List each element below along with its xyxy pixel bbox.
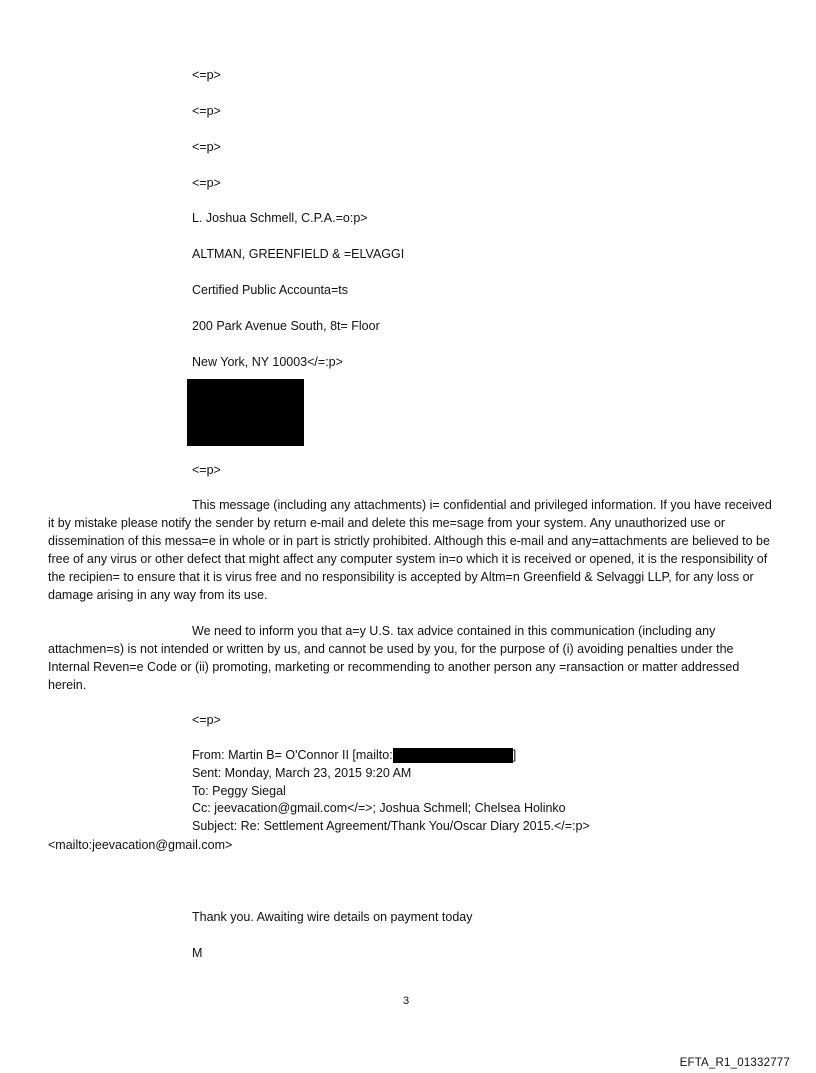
redaction-block: [393, 748, 513, 763]
disclaimer-paragraph-2: [48, 622, 772, 694]
marker-line: <=p>: [192, 68, 221, 82]
mailto-link[interactable]: <mailto:jeevacation@gmail.com>: [48, 838, 233, 852]
cc-line: Cc: jeevacation@gmail.com</=>; Joshua Schmell; Chelsea Holinko: [192, 801, 566, 816]
sent-line: Sent: Monday, March 23, 2015 9:20 AM: [192, 765, 412, 780]
subject-line: Subject: Re: Settlement Agreement/Thank You/Oscar Diary 2015.</=:p>: [192, 819, 590, 834]
marker-line: <=p>: [192, 104, 221, 118]
marker-line: <=p>: [192, 713, 221, 727]
tax-advice-text: We need to inform you that a=y U.S. tax advice contained in this communication (including any attachmen=s) is not intended or written by us, and cannot be used by you, for the purpose of (i) avoiding penalties under the Internal Reven=e Code or (ii) promoting, marketing or recommending to another person any =ransaction or matter addressed herein.: [48, 624, 740, 692]
from-suffix: ]: [512, 748, 517, 762]
bates-id: EFTA_R1_01332777: [679, 1057, 790, 1069]
email-header: [192, 747, 590, 836]
signature-title: Certified Public Accounta=ts: [192, 283, 348, 297]
body-signoff: M: [192, 946, 203, 960]
signature-name: L. Joshua Schmell, C.P.A.=o:p>: [192, 211, 368, 225]
marker-line: <=p>: [192, 140, 221, 154]
disclaimer-text: This message (including any attachments) i= confidential and privileged information. If you have received it by mistake please notify the sender by return e-mail and delete this me=sage from your system. Any unauthorized use or dissemination of this messa=e in whole or in part is strictly prohibited. Although this e-mail and any=attachments are believed to be free of any virus or other defect that might affect any computer system in=o which it is received or opened, it is the responsibility of the recipien= to ensure that it is virus free and no responsibility is accepted by Altm=n Greenfield & Selvaggi LLP, for any loss or damage arising in any way from its use.: [48, 498, 772, 602]
signature-firm: ALTMAN, GREENFIELD & =ELVAGGI: [192, 247, 405, 261]
disclaimer-paragraph-1: [48, 496, 772, 604]
from-text: From: Martin B= O'Connor II [mailto:: [192, 748, 393, 762]
signature-address-line-1: 200 Park Avenue South, 8t= Floor: [192, 319, 380, 333]
body-line: Thank you. Awaiting wire details on payment today: [192, 910, 473, 924]
to-line: To: Peggy Siegal: [192, 783, 286, 798]
signature-address-line-2: New York, NY 10003</=:p>: [192, 355, 343, 369]
marker-line: <=p>: [192, 176, 221, 190]
page-number: 3: [403, 995, 410, 1007]
marker-line: <=p>: [192, 463, 221, 477]
from-line: [192, 747, 590, 765]
redaction-block: [187, 379, 304, 446]
